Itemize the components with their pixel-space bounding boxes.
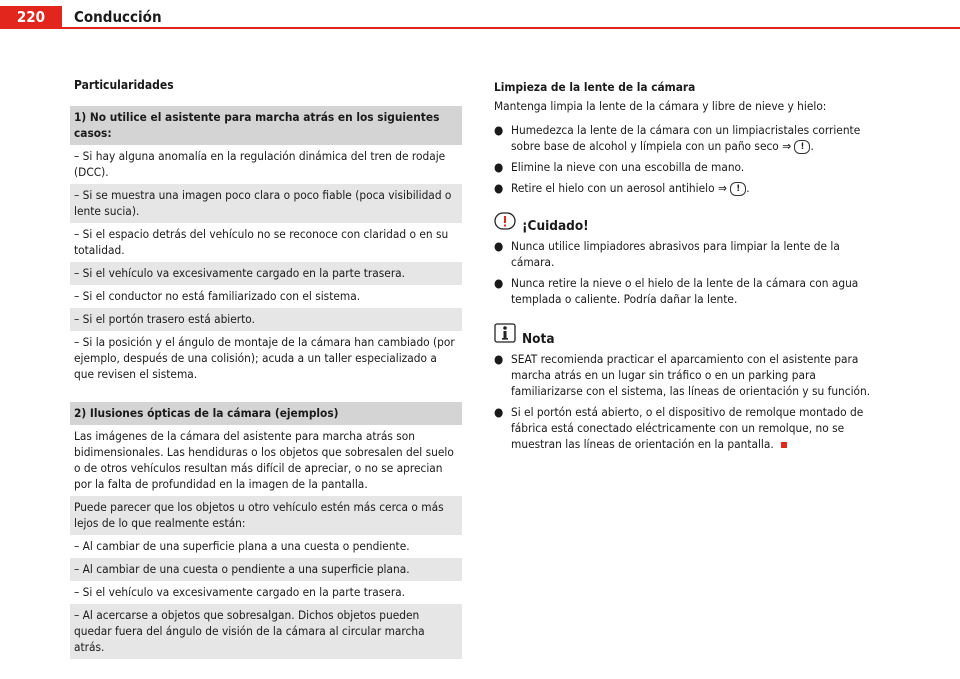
bullet-icon: ● [494, 123, 504, 137]
table-heading: 1) No utilice el asistente para marcha atrás en los siguientes casos: [70, 106, 462, 145]
left-column [70, 78, 462, 659]
table-row: – Si se muestra una imagen poco clara o poco fiable (poca visibilidad o lente sucia). [70, 184, 462, 223]
table-row: – Si hay alguna anomalía en la regulación dinámica del tren de rodaje (DCC). [70, 145, 462, 184]
table-row: – Al acercarse a objetos que sobresalgan. Dichos objetos pueden quedar fuera del ángulo de visión de la cámara al circular marcha atrás. [70, 604, 462, 659]
table-row: Las imágenes de la cámara del asistente para marcha atrás son bidimensionales. Las hendiduras o los objetos que sobresalen del suelo o de otros vehículos resultan más difícil de apreciar, o no se aprecian por la falta de profundidad en la imagen de la pantalla. [70, 425, 462, 496]
list-item: ● Elimine la nieve con una escobilla de mano. [494, 160, 745, 174]
info-note-icon [494, 323, 516, 347]
table-row: – Si el espacio detrás del vehículo no se reconoce con claridad o en su totalidad. [70, 223, 462, 262]
table-row: – Al cambiar de una cuesta o pendiente a una superficie plana. [70, 558, 462, 581]
optical-illusions-table [70, 402, 462, 659]
lens-cleaning-heading: Limpieza de la lente de la cámara [494, 80, 696, 94]
list-item: ● Humedezca la lente de la cámara con un limpiacristales corriente sobre base de alcohol y límpiela con un paño seco ⇒ ! . [494, 123, 861, 153]
list-item: ● Nunca retire la nieve o el hielo de la lente de la cámara con agua templada o caliente. Podría dañar la lente. [494, 276, 859, 306]
list-item: ● Si el portón está abierto, o el dispositivo de remolque montado de fábrica está conectado eléctricamente con un remolque, no se muestran las líneas de orientación en la pantalla. [494, 405, 864, 451]
warning-ref-icon[interactable]: ! [730, 182, 746, 196]
warning-ref-icon[interactable]: ! [794, 140, 810, 154]
table-row: – Si la posición y el ángulo de montaje de la cámara han cambiado (por ejemplo, después de una colisión); acuda a un taller especializado a que revisen el sistema. [70, 331, 462, 386]
note-header [494, 323, 886, 347]
list-item: ● Nunca utilice limpiadores abrasivos para limpiar la lente de la cámara. [494, 239, 840, 269]
bullet-icon: ● [494, 352, 504, 366]
list-item: ● SEAT recomienda practicar el aparcamiento con el asistente para marcha atrás en un lugar sin tráfico o en un parking para familiarizarse con el sistema, las líneas de orientación y su función. [494, 352, 871, 398]
header-rule [0, 27, 960, 29]
lens-cleaning-intro: Mantenga limpia la lente de la cámara y libre de nieve y hielo: [494, 99, 827, 113]
subsection-title: Particularidades [74, 78, 174, 92]
warning-header [494, 212, 886, 234]
bullet-icon: ● [494, 160, 504, 174]
table-row: – Si el conductor no está familiarizado con el sistema. [70, 285, 462, 308]
warning-icon [494, 212, 516, 234]
warning-title: ¡Cuidado! [522, 218, 589, 234]
list-item: ● Retire el hielo con un aerosol antihielo ⇒ ! . [494, 181, 750, 195]
right-column [494, 79, 886, 457]
bullet-icon: ● [494, 405, 504, 419]
table-row: Puede parecer que los objetos u otro vehículo estén más cerca o más lejos de lo que realmente están: [70, 496, 462, 535]
table-row: – Si el vehículo va excesivamente cargado en la parte trasera. [70, 262, 462, 285]
bullet-icon: ● [494, 276, 504, 290]
table-row: – Si el portón trasero está abierto. [70, 308, 462, 331]
page-header [0, 0, 960, 28]
table-row: – Al cambiar de una superficie plana a una cuesta o pendiente. [70, 535, 462, 558]
section-title: Conducción [74, 8, 162, 26]
note-title: Nota [522, 331, 555, 347]
bullet-icon: ● [494, 239, 504, 253]
table-heading: 2) Ilusiones ópticas de la cámara (ejemplos) [70, 402, 462, 425]
bullet-icon: ● [494, 181, 504, 195]
arrow-ref: ⇒ [782, 139, 792, 153]
restrictions-table [70, 106, 462, 386]
page-number: 220 [0, 6, 62, 28]
table-row: – Si el vehículo va excesivamente cargado en la parte trasera. [70, 581, 462, 604]
end-of-section-icon [781, 442, 787, 448]
arrow-ref: ⇒ [717, 181, 727, 195]
